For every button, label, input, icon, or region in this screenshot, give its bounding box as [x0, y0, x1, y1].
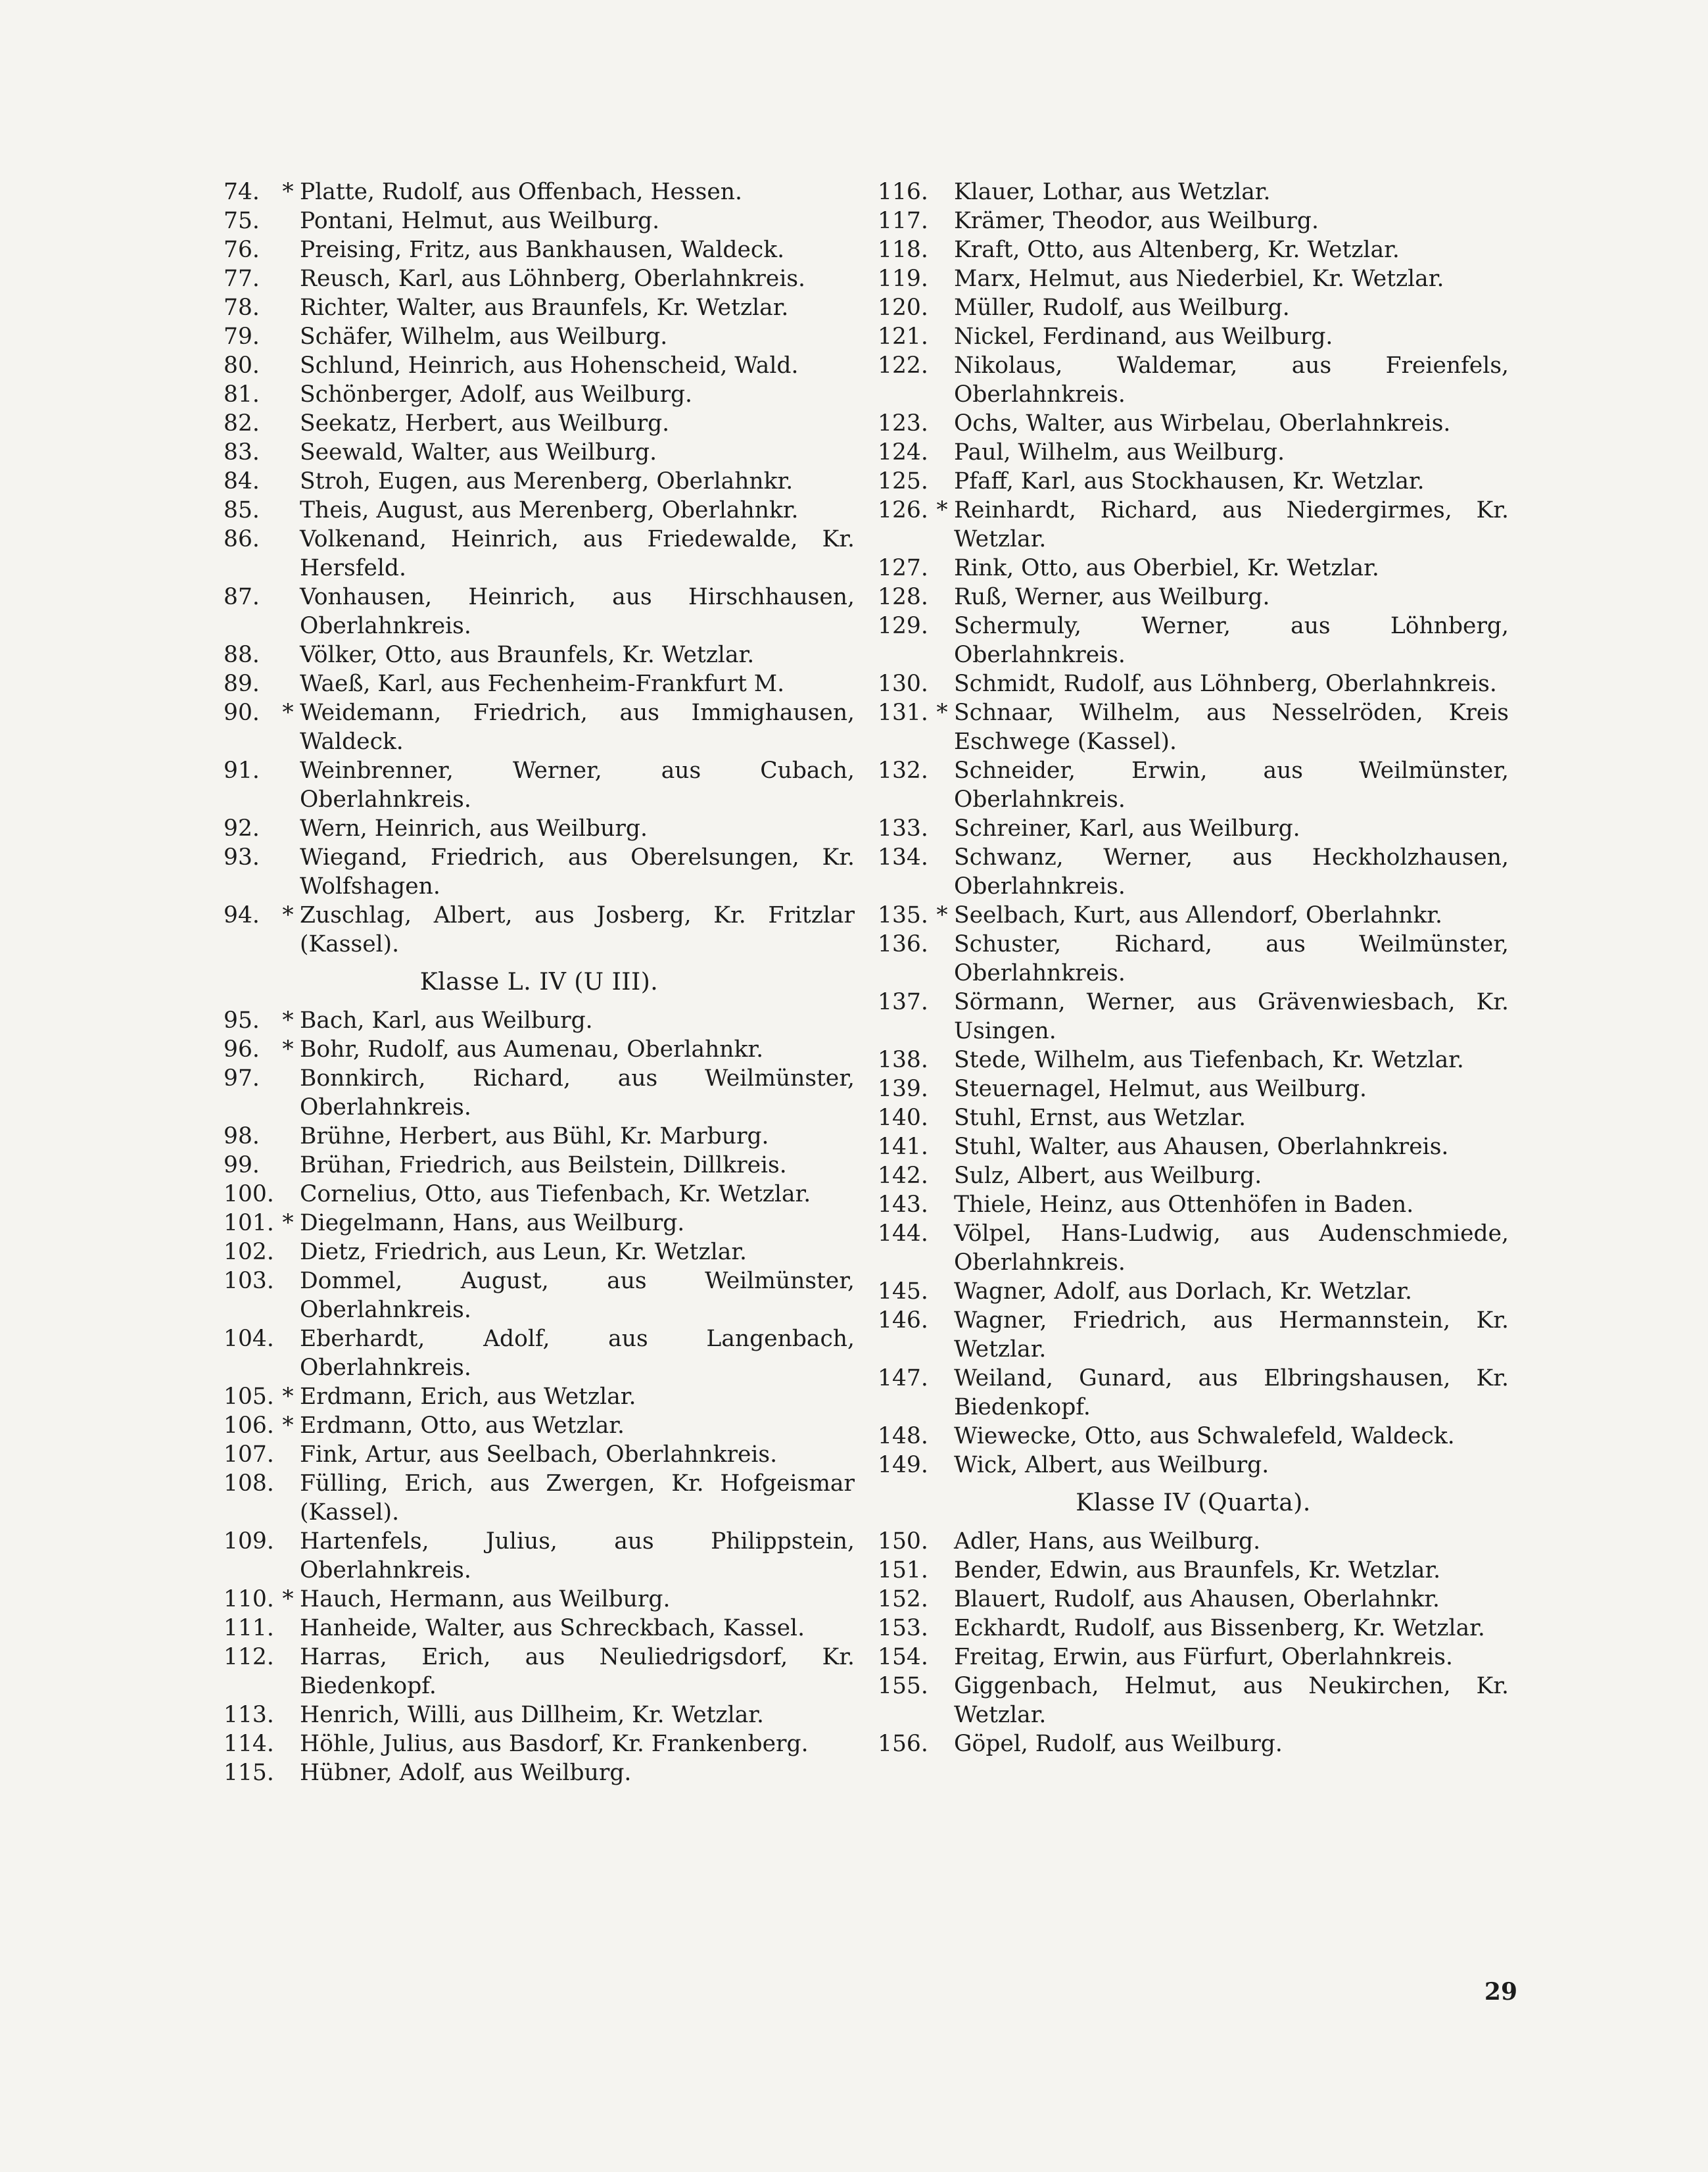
entry-text: Erdmann, Erich, aus Wetzlar. [300, 1384, 636, 1410]
entry-number: 131. [878, 700, 928, 726]
entry-text: Wern, Heinrich, aus Weilburg. [300, 815, 648, 842]
entry-text: Reusch, Karl, aus Löhnberg, Oberlahnkreis. [300, 266, 806, 292]
entry-text: Weinbrenner, Werner, aus Cubach, Oberlahnkreis. [300, 758, 855, 813]
entry-number: 85. [224, 497, 260, 523]
entry-text: Fülling, Erich, aus Zwergen, Kr. Hofgeismar (Kassel). [300, 1470, 855, 1526]
entry-text: Wagner, Friedrich, aus Hermannstein, Kr. Wetzlar. [954, 1307, 1509, 1363]
student-entry [878, 814, 1509, 843]
entry-text: Klauer, Lothar, aus Wetzlar. [954, 179, 1271, 205]
entry-text: Brühne, Herbert, aus Bühl, Kr. Marburg. [300, 1123, 769, 1149]
entry-number: 97. [224, 1065, 260, 1092]
student-entry [224, 1527, 855, 1585]
entry-number: 137. [878, 989, 928, 1015]
entry-number: 119. [878, 266, 928, 292]
entry-number: 133. [878, 815, 928, 842]
student-entry [878, 669, 1509, 698]
student-entry [878, 1046, 1509, 1074]
entry-text: Nickel, Ferdinand, aus Weilburg. [954, 324, 1333, 350]
entry-number: 126. [878, 497, 928, 523]
entry-number: 77. [224, 266, 260, 292]
student-entry [224, 351, 855, 380]
asterisk-mark: * [936, 700, 948, 726]
student-entry [224, 583, 855, 640]
entry-text: Wagner, Adolf, aus Dorlach, Kr. Wetzlar. [954, 1278, 1412, 1305]
entry-text: Schneider, Erwin, aus Weilmünster, Oberlahnkreis. [954, 758, 1509, 813]
student-entry [224, 1382, 855, 1411]
entry-number: 75. [224, 208, 260, 234]
entry-text: Richter, Walter, aus Braunfels, Kr. Wetzlar. [300, 295, 789, 321]
entry-number: 155. [878, 1673, 928, 1699]
entry-number: 107. [224, 1441, 274, 1468]
entry-number: 98. [224, 1123, 260, 1149]
entry-text: Hanheide, Walter, aus Schreckbach, Kassel. [300, 1615, 805, 1641]
entry-number: 86. [224, 526, 260, 552]
entry-text: Hauch, Hermann, aus Weilburg. [300, 1586, 671, 1612]
entry-text: Schäfer, Wilhelm, aus Weilburg. [300, 324, 668, 350]
entry-text: Fink, Artur, aus Seelbach, Oberlahnkreis. [300, 1441, 778, 1468]
entry-text: Stuhl, Ernst, aus Wetzlar. [954, 1105, 1246, 1131]
student-entry [878, 843, 1509, 901]
entry-text: Seelbach, Kurt, aus Allendorf, Oberlahnkr. [954, 902, 1442, 929]
entry-number: 151. [878, 1557, 928, 1583]
entry-text: Rink, Otto, aus Oberbiel, Kr. Wetzlar. [954, 555, 1379, 581]
student-entry [224, 1758, 855, 1787]
entry-text: Schlund, Heinrich, aus Hohenscheid, Wald. [300, 352, 799, 379]
student-entry [224, 756, 855, 814]
entry-number: 92. [224, 815, 260, 842]
student-entry [878, 1643, 1509, 1672]
entry-text: Höhle, Julius, aus Basdorf, Kr. Frankenberg. [300, 1731, 809, 1757]
entry-text: Sulz, Albert, aus Weilburg. [954, 1163, 1262, 1189]
entry-number: 100. [224, 1181, 274, 1207]
asterisk-mark: * [282, 1210, 294, 1236]
student-entry [224, 380, 855, 409]
entry-text: Müller, Rudolf, aus Weilburg. [954, 295, 1290, 321]
student-entry [878, 1556, 1509, 1585]
asterisk-mark: * [282, 1412, 294, 1439]
student-entry [878, 1103, 1509, 1132]
entry-number: 136. [878, 931, 928, 957]
student-entry [878, 206, 1509, 235]
student-entry [224, 1614, 855, 1643]
right-column [878, 178, 1509, 1758]
entry-number: 144. [878, 1220, 928, 1247]
entry-text: Nikolaus, Waldemar, aus Freienfels, Oberlahnkreis. [954, 352, 1509, 408]
student-entry [224, 438, 855, 467]
student-entry [878, 756, 1509, 814]
entry-text: Weiland, Gunard, aus Elbringshausen, Kr. Biedenkopf. [954, 1365, 1509, 1420]
entry-text: Ochs, Walter, aus Wirbelau, Oberlahnkreis. [954, 410, 1451, 437]
entry-number: 135. [878, 902, 928, 929]
entry-number: 150. [878, 1528, 928, 1555]
entry-text: Sörmann, Werner, aus Grävenwiesbach, Kr. Usingen. [954, 989, 1509, 1044]
student-entry [878, 322, 1509, 351]
entry-text: Hübner, Adolf, aus Weilburg. [300, 1760, 632, 1786]
entry-number: 138. [878, 1047, 928, 1073]
entry-text: Wick, Albert, aus Weilburg. [954, 1452, 1269, 1478]
student-entry [224, 901, 855, 959]
entry-number: 106. [224, 1412, 274, 1439]
entry-number: 115. [224, 1760, 274, 1786]
asterisk-mark: * [282, 1586, 294, 1612]
entry-number: 109. [224, 1528, 274, 1555]
asterisk-mark: * [282, 1007, 294, 1034]
entry-number: 82. [224, 410, 260, 437]
entry-text: Schermuly, Werner, aus Löhnberg, Oberlahnkreis. [954, 613, 1509, 668]
entry-text: Pfaff, Karl, aus Stockhausen, Kr. Wetzlar. [954, 468, 1425, 495]
student-entry [224, 496, 855, 525]
entry-text: Freitag, Erwin, aus Fürfurt, Oberlahnkreis. [954, 1644, 1453, 1670]
student-entry [224, 1064, 855, 1122]
asterisk-mark: * [936, 902, 948, 929]
entry-text: Dietz, Friedrich, aus Leun, Kr. Wetzlar. [300, 1239, 747, 1265]
entry-text: Eberhardt, Adolf, aus Langenbach, Oberlahnkreis. [300, 1326, 855, 1381]
student-entry [878, 1729, 1509, 1758]
entry-text: Seewald, Walter, aus Weilburg. [300, 439, 657, 466]
student-entry [224, 1006, 855, 1035]
entry-number: 121. [878, 324, 928, 350]
entry-number: 147. [878, 1365, 928, 1391]
entry-text: Bonnkirch, Richard, aus Weilmünster, Oberlahnkreis. [300, 1065, 855, 1121]
entry-text: Cornelius, Otto, aus Tiefenbach, Kr. Wetzlar. [300, 1181, 811, 1207]
entry-text: Theis, August, aus Merenberg, Oberlahnkr. [300, 497, 799, 523]
student-entry [224, 1469, 855, 1527]
entry-number: 118. [878, 237, 928, 263]
entry-number: 103. [224, 1268, 274, 1294]
student-entry [878, 235, 1509, 264]
entry-number: 74. [224, 179, 260, 205]
entry-number: 99. [224, 1152, 260, 1178]
student-entry [878, 438, 1509, 467]
entry-number: 130. [878, 671, 928, 697]
left-column [224, 178, 855, 1787]
entry-text: Seekatz, Herbert, aus Weilburg. [300, 410, 670, 437]
entry-text: Volkenand, Heinrich, aus Friedewalde, Kr. Hersfeld. [300, 526, 855, 581]
student-entry [224, 843, 855, 901]
entry-number: 90. [224, 700, 260, 726]
entry-text: Stroh, Eugen, aus Merenberg, Oberlahnkr. [300, 468, 794, 495]
entry-text: Schnaar, Wilhelm, aus Nesselröden, Kreis Eschwege (Kassel). [954, 700, 1509, 755]
student-entry [878, 1451, 1509, 1480]
entry-number: 113. [224, 1702, 274, 1728]
entry-number: 114. [224, 1731, 274, 1757]
student-entry [224, 1209, 855, 1238]
entry-number: 76. [224, 237, 260, 263]
student-entry [878, 1190, 1509, 1219]
asterisk-mark: * [282, 1384, 294, 1410]
student-entry [878, 1074, 1509, 1103]
student-entry [224, 264, 855, 293]
student-entry [224, 1643, 855, 1701]
student-entry [878, 583, 1509, 612]
student-entry [878, 264, 1509, 293]
student-entry [224, 467, 855, 496]
entry-number: 101. [224, 1210, 274, 1236]
asterisk-mark: * [282, 700, 294, 726]
entry-text: Göpel, Rudolf, aus Weilburg. [954, 1731, 1283, 1757]
entry-number: 140. [878, 1105, 928, 1131]
entry-text: Weidemann, Friedrich, aus Immighausen, Waldeck. [300, 700, 855, 755]
student-entry [224, 1267, 855, 1324]
student-entry [878, 467, 1509, 496]
entry-number: 108. [224, 1470, 274, 1497]
entry-text: Preising, Fritz, aus Bankhausen, Waldeck. [300, 237, 785, 263]
student-entry [224, 322, 855, 351]
student-entry [224, 1180, 855, 1209]
student-entry [878, 1614, 1509, 1643]
entry-text: Blauert, Rudolf, aus Ahausen, Oberlahnkr. [954, 1586, 1440, 1612]
student-entry [224, 293, 855, 322]
entry-text: Völker, Otto, aus Braunfels, Kr. Wetzlar. [300, 642, 755, 668]
entry-number: 81. [224, 381, 260, 408]
entry-number: 152. [878, 1586, 928, 1612]
student-entry [224, 1411, 855, 1440]
entry-text: Schwanz, Werner, aus Heckholzhausen, Oberlahnkreis. [954, 844, 1509, 900]
student-entry [224, 525, 855, 583]
student-entry [224, 1701, 855, 1729]
entry-number: 128. [878, 584, 928, 610]
entry-number: 80. [224, 352, 260, 379]
entry-text: Wiegand, Friedrich, aus Oberelsungen, Kr. Wolfshagen. [300, 844, 855, 900]
student-entry [224, 1035, 855, 1064]
entry-number: 117. [878, 208, 928, 234]
entry-number: 120. [878, 295, 928, 321]
entry-text: Stede, Wilhelm, aus Tiefenbach, Kr. Wetzlar. [954, 1047, 1464, 1073]
entry-number: 83. [224, 439, 260, 466]
student-entry [224, 669, 855, 698]
entry-text: Platte, Rudolf, aus Offenbach, Hessen. [300, 179, 742, 205]
entry-number: 142. [878, 1163, 928, 1189]
entry-number: 112. [224, 1644, 274, 1670]
entry-number: 129. [878, 613, 928, 639]
entry-text: Adler, Hans, aus Weilburg. [954, 1528, 1261, 1555]
student-entry [224, 1440, 855, 1469]
student-entry [878, 1219, 1509, 1277]
student-entry [878, 1132, 1509, 1161]
entry-text: Völpel, Hans-Ludwig, aus Audenschmiede, Oberlahnkreis. [954, 1220, 1509, 1276]
entry-number: 127. [878, 555, 928, 581]
entry-text: Steuernagel, Helmut, aus Weilburg. [954, 1076, 1367, 1102]
entry-number: 110. [224, 1586, 274, 1612]
student-entry [878, 1422, 1509, 1451]
student-entry [878, 988, 1509, 1046]
entry-text: Thiele, Heinz, aus Ottenhöfen in Baden. [954, 1192, 1414, 1218]
student-entry [878, 554, 1509, 583]
entry-number: 87. [224, 584, 260, 610]
class-heading: Klasse IV (Quarta). [1076, 1489, 1311, 1516]
entry-text: Henrich, Willi, aus Dillheim, Kr. Wetzlar. [300, 1702, 764, 1728]
entry-number: 104. [224, 1326, 274, 1352]
entry-text: Harras, Erich, aus Neuliedrigsdorf, Kr. Biedenkopf. [300, 1644, 855, 1699]
entry-number: 141. [878, 1134, 928, 1160]
student-entry [224, 1585, 855, 1614]
entry-number: 139. [878, 1076, 928, 1102]
entry-number: 79. [224, 324, 260, 350]
student-entry [878, 496, 1509, 554]
student-entry [878, 409, 1509, 438]
entry-number: 94. [224, 902, 260, 929]
entry-text: Dommel, August, aus Weilmünster, Oberlahnkreis. [300, 1268, 855, 1323]
entry-number: 132. [878, 758, 928, 784]
class-heading: Klasse L. IV (U III). [419, 969, 659, 996]
entry-number: 91. [224, 758, 260, 784]
entry-text: Paul, Wilhelm, aus Weilburg. [954, 439, 1285, 466]
entry-number: 148. [878, 1423, 928, 1449]
asterisk-mark: * [936, 497, 948, 523]
student-entry [224, 409, 855, 438]
student-entry [224, 178, 855, 206]
student-entry [224, 698, 855, 756]
entry-number: 88. [224, 642, 260, 668]
student-entry [878, 901, 1509, 930]
student-entry [878, 178, 1509, 206]
entry-text: Stuhl, Walter, aus Ahausen, Oberlahnkreis. [954, 1134, 1449, 1160]
student-entry [224, 1729, 855, 1758]
entry-number: 95. [224, 1007, 260, 1034]
entry-text: Reinhardt, Richard, aus Niedergirmes, Kr. Wetzlar. [954, 497, 1509, 552]
student-entry [224, 1151, 855, 1180]
entry-text: Waeß, Karl, aus Fechenheim-Frankfurt M. [300, 671, 785, 697]
entry-number: 124. [878, 439, 928, 466]
student-entry [878, 1527, 1509, 1556]
entry-number: 89. [224, 671, 260, 697]
entry-text: Schreiner, Karl, aus Weilburg. [954, 815, 1300, 842]
student-entry [878, 1585, 1509, 1614]
entry-text: Brühan, Friedrich, aus Beilstein, Dillkreis. [300, 1152, 787, 1178]
student-entry [878, 351, 1509, 409]
student-entry [878, 1161, 1509, 1190]
student-entry [224, 235, 855, 264]
student-entry [878, 1277, 1509, 1306]
entry-number: 156. [878, 1731, 928, 1757]
entry-text: Erdmann, Otto, aus Wetzlar. [300, 1412, 625, 1439]
entry-text: Kraft, Otto, aus Altenberg, Kr. Wetzlar. [954, 237, 1400, 263]
student-entry [224, 1122, 855, 1151]
entry-text: Hartenfels, Julius, aus Philippstein, Oberlahnkreis. [300, 1528, 855, 1583]
entry-number: 154. [878, 1644, 928, 1670]
entry-text: Diegelmann, Hans, aus Weilburg. [300, 1210, 685, 1236]
student-entry [878, 930, 1509, 988]
entry-text: Bach, Karl, aus Weilburg. [300, 1007, 593, 1034]
entry-number: 84. [224, 468, 260, 495]
entry-number: 145. [878, 1278, 928, 1305]
entry-text: Krämer, Theodor, aus Weilburg. [954, 208, 1319, 234]
student-entry [878, 698, 1509, 756]
student-entry [878, 1672, 1509, 1729]
page-number: 29 [1484, 1978, 1517, 2006]
entry-number: 78. [224, 295, 260, 321]
entry-text: Bender, Edwin, aus Braunfels, Kr. Wetzlar. [954, 1557, 1441, 1583]
student-entry [224, 640, 855, 669]
entry-number: 111. [224, 1615, 274, 1641]
student-entry [224, 814, 855, 843]
entry-number: 153. [878, 1615, 928, 1641]
entry-text: Giggenbach, Helmut, aus Neukirchen, Kr. Wetzlar. [954, 1673, 1509, 1728]
entry-number: 143. [878, 1192, 928, 1218]
entry-text: Vonhausen, Heinrich, aus Hirschhausen, Oberlahnkreis. [300, 584, 855, 639]
entry-text: Pontani, Helmut, aus Weilburg. [300, 208, 660, 234]
entry-number: 123. [878, 410, 928, 437]
entry-number: 149. [878, 1452, 928, 1478]
entry-text: Schmidt, Rudolf, aus Löhnberg, Oberlahnkreis. [954, 671, 1497, 697]
asterisk-mark: * [282, 179, 294, 205]
entry-number: 134. [878, 844, 928, 871]
entry-text: Zuschlag, Albert, aus Josberg, Kr. Fritzlar (Kassel). [300, 902, 855, 957]
entry-number: 146. [878, 1307, 928, 1334]
entry-text: Wiewecke, Otto, aus Schwalefeld, Waldeck. [954, 1423, 1455, 1449]
student-entry [224, 1324, 855, 1382]
entry-text: Schuster, Richard, aus Weilmünster, Oberlahnkreis. [954, 931, 1509, 986]
entry-number: 125. [878, 468, 928, 495]
entry-text: Eckhardt, Rudolf, aus Bissenberg, Kr. Wetzlar. [954, 1615, 1485, 1641]
entry-number: 102. [224, 1239, 274, 1265]
student-entry [878, 1364, 1509, 1422]
entry-number: 96. [224, 1036, 260, 1063]
entry-text: Schönberger, Adolf, aus Weilburg. [300, 381, 693, 408]
entry-number: 116. [878, 179, 928, 205]
entry-number: 122. [878, 352, 928, 379]
student-entry [224, 206, 855, 235]
student-entry [878, 293, 1509, 322]
student-entry [224, 1238, 855, 1267]
asterisk-mark: * [282, 1036, 294, 1063]
asterisk-mark: * [282, 902, 294, 929]
entry-number: 93. [224, 844, 260, 871]
entry-number: 105. [224, 1384, 274, 1410]
entry-text: Bohr, Rudolf, aus Aumenau, Oberlahnkr. [300, 1036, 764, 1063]
student-entry [878, 612, 1509, 669]
entry-text: Marx, Helmut, aus Niederbiel, Kr. Wetzlar. [954, 266, 1444, 292]
student-entry [878, 1306, 1509, 1364]
entry-text: Ruß, Werner, aus Weilburg. [954, 584, 1270, 610]
